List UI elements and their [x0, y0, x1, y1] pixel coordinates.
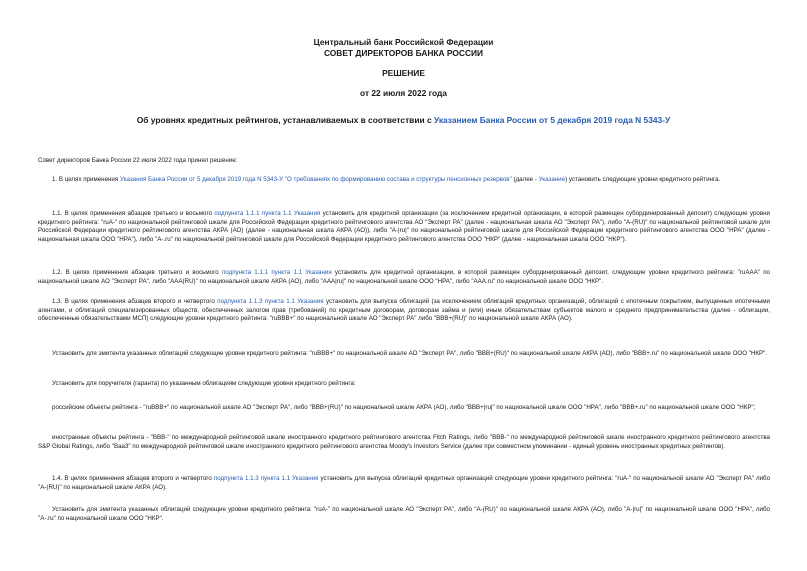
paragraph-1: 1. В целях применения Указания Банка России от 5 декабря 2019 года N 5343-У "О требованиях по формированию состава и структуры пенсионных резервов" (далее - Указание) установить следующие уровни кредитного рейтинга.: [52, 176, 721, 183]
paragraph-1-1: 1.1. В целях применения абзацев третьего и восьмого подпункта 1.1.1 пункта 1.1 Указания установить для кредитной организации (за исключением кредитной организации, в которой размещен субординированный депозит) следующие уровни кредитного рейтинга: "ruA-" по национальной рейтинговой шкале для Российской Федерации кредитного рейтингового агентства АО "Эксперт РА" (далее - национальная шкала АО "Эксперт РА"), либо "A-(RU)" по национальной рейтинговой шкале для Российской Федерации кредитного рейтингового агентства АКРА (АО) (далее - национальная шкала АКРА (АО)), либо "A-|ru|" по национальной рейтинговой шкале для Российской Федерации кредитного рейтингового агентства ООО "НРА" (далее - национальная шкала ООО "НРА"), либо "A-.ru" по национальной рейтинговой шкале для Российской Федерации кредитного рейтингового агентства ООО "НКР" (далее - национальная шкала ООО "НКР").: [38, 210, 770, 243]
bank-name: Центральный банк Российской Федерации: [313, 37, 494, 47]
doc-title: [0, 115, 807, 125]
title-link[interactable]: Указанием Банка России от 5 декабря 2019 года N 5343-У: [433, 115, 671, 125]
decree-link[interactable]: Указания Банка России от 5 декабря 2019 года N 5343-У "О требованиях по формированию состава и структуры пенсионных резервов": [119, 176, 512, 183]
paragraph-1-3-guarantor: Установить для поручителя (гаранта) по указанным облигациям следующие уровни кредитного рейтинга:: [52, 380, 356, 387]
paragraph-1-3-russian: российские объекты рейтинга - "ruBBB+" по национальной шкале АО "Эксперт РА", либо "BBB+(RU)" по национальной шкале АКРА (АО), либо "BBB+|ru|" по национальной шкале ООО "НРА", либо "BBB+.ru" по национальной шкале ООО "НКР";: [52, 404, 756, 411]
paragraph-1-3-foreign: иностранные объекты рейтинга - "BBB-" по международной рейтинговой шкале иностранного кредитного рейтингового агентства Fitch Ratings, либо "BBB-" по международной рейтинговой шкале иностранного кредитного рейтингового агентства S&P Global Ratings, либо "Baa3" по международной рейтинговой шкале иностранного кредитного рейтингового агентства Moody's Investors Service (далее при совместном упоминании - единый уровень иностранных кредитных рейтингов).: [38, 434, 770, 450]
doc-date: от 22 июля 2022 года: [360, 88, 447, 98]
subclause-link[interactable]: подпункта 1.1.1 пункта 1.1 Указания: [221, 269, 332, 276]
title-prefix: Об уровнях кредитных рейтингов, устанавливаемых в соответствии с: [136, 115, 434, 125]
paragraph-1-4: 1.4. В целях применения абзацев второго и четвертого подпункта 1.1.3 пункта 1.1 Указания установить для выпуска облигаций кредитных организаций следующие уровни кредитного рейтинга: "ruA-" по национальной шкале АО "Эксперт РА" либо "A-(RU)" по национальной шкале АКРА (АО).: [38, 475, 770, 491]
subclause-link[interactable]: подпункта 1.1.1 пункта 1.1 Указания: [214, 210, 321, 217]
doc-type: РЕШЕНИЕ: [382, 68, 425, 78]
board-name: СОВЕТ ДИРЕКТОРОВ БАНКА РОССИИ: [323, 48, 484, 58]
paragraph-1-4-emitter: Установить для эмитента указанных облигаций следующие уровни кредитного рейтинга: "ruA-" по национальной шкале АО "Эксперт РА", либо "A-(RU)" по национальной шкале АКРА (АО), либо "A-|ru|" по национальной шкале ООО "НРА", либо "A-.ru" по национальной шкале ООО "НКР".: [38, 506, 770, 522]
paragraph-1-3-emitter: Установить для эмитента указанных облигаций следующие уровни кредитного рейтинга: "ruBBB+" по национальной шкале АО "Эксперт РА", либо "BBB+(RU)" по национальной шкале АКРА (АО), либо "BBB+.ru" по национальной шкале ООО "НКР".: [52, 350, 768, 357]
paragraph-1-2: 1.2. В целях применения абзацев третьего и восьмого подпункта 1.1.1 пункта 1.1 Указания установить для кредитной организации, в которой размещен субординированный депозит, следующие уровни кредитного рейтинга: "ruAAA" по национальной шкале АО "Эксперт РА", либо "AAA(RU)" по национальной шкале АКРА (АО), либо "AAA|ru|" по национальной шкале ООО "НРА", либо "AAA.ru" по национальной шкале ООО "НКР".: [38, 269, 770, 285]
paragraph-1-3: 1.3. В целях применения абзацев второго и четвертого подпункта 1.1.3 пункта 1.1 Указания установить для выпуска облигаций (за исключением облигаций кредитных организаций, облигаций с ипотечным покрытием, выпущенных ипотечными агентами, и облигаций специализированных обществ, обеспеченных залогом прав (требований) по кредитным договорам, договорам займа и (или) иным обязательствам субъектов малого и среднего предпринимательства (далее - облигации, обеспеченные обязательствами МСП) следующие уровни кредитного рейтинга: "ruBBB+" по национальной шкале АО "Эксперт РА" либо "BBB+(RU)" по национальной шкале АКРА (АО).: [38, 298, 770, 323]
decree-short-link[interactable]: Указание: [538, 176, 566, 183]
subclause-link[interactable]: подпункта 1.1.3 пункта 1.1 Указания: [217, 298, 324, 305]
intro-paragraph: Совет директоров Банка России 22 июля 2022 года принял решение:: [38, 157, 238, 164]
subclause-link[interactable]: подпункта 1.1.3 пункта 1.1 Указания: [213, 475, 319, 482]
